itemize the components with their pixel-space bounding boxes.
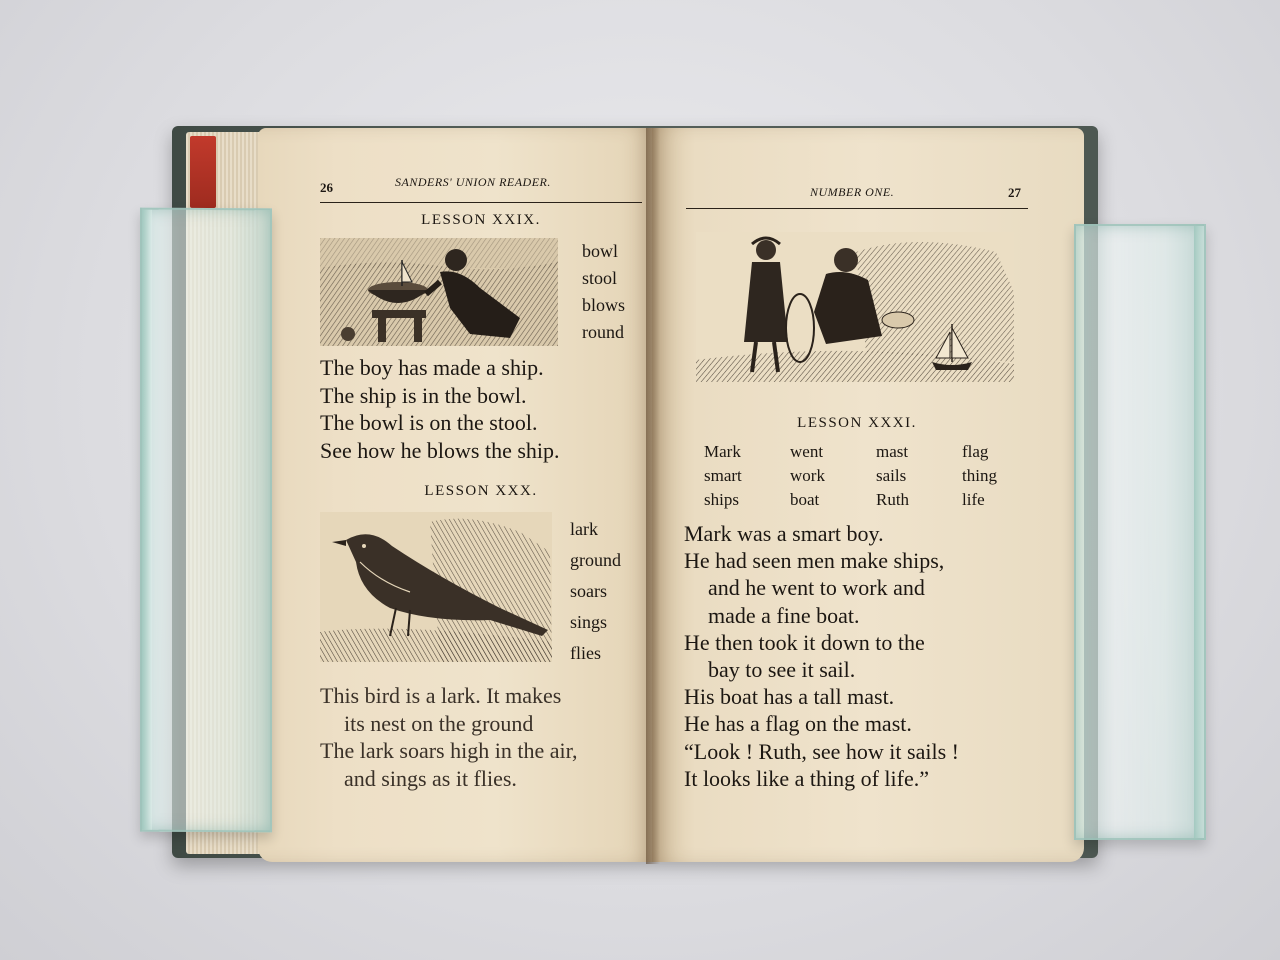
text-line: and sings as it flies. bbox=[344, 765, 517, 791]
text-line: The boy has made a ship. bbox=[320, 355, 544, 380]
lesson-29-text bbox=[320, 354, 560, 464]
glass-weight-right bbox=[1074, 224, 1206, 840]
vocab-word: flies bbox=[570, 643, 601, 663]
text-line: See how he blows the ship. bbox=[320, 437, 560, 463]
lesson-31-title: LESSON XXXI. bbox=[797, 415, 917, 431]
lesson-29-vocab bbox=[582, 238, 625, 346]
boy-bowl-engraving bbox=[320, 238, 558, 346]
text-line: bay to see it sail. bbox=[708, 657, 856, 683]
page-number-right: 27 bbox=[1008, 185, 1021, 200]
text-line: its nest on the ground bbox=[344, 710, 534, 736]
vocab-word: boat bbox=[790, 490, 820, 509]
glass-edge bbox=[142, 210, 152, 830]
vocab-word: lark bbox=[570, 519, 598, 539]
vocab-row bbox=[704, 464, 1048, 488]
vocab-word: sings bbox=[570, 612, 608, 632]
vocab-word: ships bbox=[704, 490, 739, 509]
vocab-word: stool bbox=[582, 268, 618, 288]
header-rule bbox=[686, 208, 1028, 209]
vocab-row bbox=[704, 440, 1048, 464]
vocab-word: smart bbox=[704, 466, 742, 485]
vocab-word: sails bbox=[876, 466, 907, 485]
text-line: The bowl is on the stool. bbox=[320, 410, 538, 435]
children-boat-engraving bbox=[696, 232, 1014, 382]
lesson-30-vocab bbox=[570, 514, 621, 669]
vocab-word: flag bbox=[962, 442, 989, 461]
lesson-30-title: LESSON XXX. bbox=[424, 483, 538, 499]
text-line: made a fine boat. bbox=[708, 602, 860, 628]
lesson-31-text bbox=[684, 520, 959, 792]
left-page bbox=[258, 128, 654, 862]
book-gutter bbox=[646, 128, 660, 864]
vocab-word: went bbox=[790, 442, 824, 461]
running-head-right: NUMBER ONE. bbox=[810, 185, 895, 199]
spine-label bbox=[190, 136, 216, 208]
text-line: He then took it down to the bbox=[684, 629, 925, 655]
text-line: He has a flag on the mast. bbox=[684, 711, 912, 737]
vocab-word: round bbox=[582, 322, 624, 342]
text-line: This bird is a lark. It makes bbox=[320, 683, 562, 708]
text-line: Mark was a smart boy. bbox=[684, 521, 884, 546]
lesson-31-vocab-grid bbox=[704, 440, 1048, 512]
vocab-word: Ruth bbox=[876, 490, 910, 509]
text-line: His boat has a tall mast. bbox=[684, 684, 895, 710]
text-line: “Look ! Ruth, see how it sails ! bbox=[684, 738, 959, 764]
vocab-word: ground bbox=[570, 550, 621, 570]
vocab-word: work bbox=[790, 466, 825, 485]
text-line: It looks like a thing of life.” bbox=[684, 765, 929, 791]
header-rule bbox=[320, 202, 642, 203]
vocab-word: bowl bbox=[582, 241, 618, 261]
text-line: The ship is in the bowl. bbox=[320, 382, 527, 408]
right-page bbox=[652, 128, 1084, 862]
vocab-word: life bbox=[962, 490, 985, 509]
vocab-word: thing bbox=[962, 466, 997, 485]
lesson-30-text bbox=[320, 682, 578, 792]
vocab-word: soars bbox=[570, 581, 607, 601]
running-head-left: SANDERS' UNION READER. bbox=[395, 175, 551, 189]
lesson-29-title: LESSON XXIX. bbox=[421, 212, 541, 228]
lark-engraving bbox=[320, 512, 552, 662]
vocab-word: blows bbox=[582, 295, 626, 315]
text-line: He had seen men make ships, bbox=[684, 548, 945, 574]
page-number-left: 26 bbox=[320, 180, 333, 195]
vocab-word: mast bbox=[876, 442, 909, 461]
text-line: The lark soars high in the air, bbox=[320, 738, 578, 763]
text-line: and he went to work and bbox=[708, 575, 925, 601]
vocab-row bbox=[704, 488, 1048, 512]
vocab-word: Mark bbox=[704, 442, 741, 461]
glass-edge bbox=[1194, 226, 1204, 838]
glass-weight-left bbox=[140, 208, 272, 833]
